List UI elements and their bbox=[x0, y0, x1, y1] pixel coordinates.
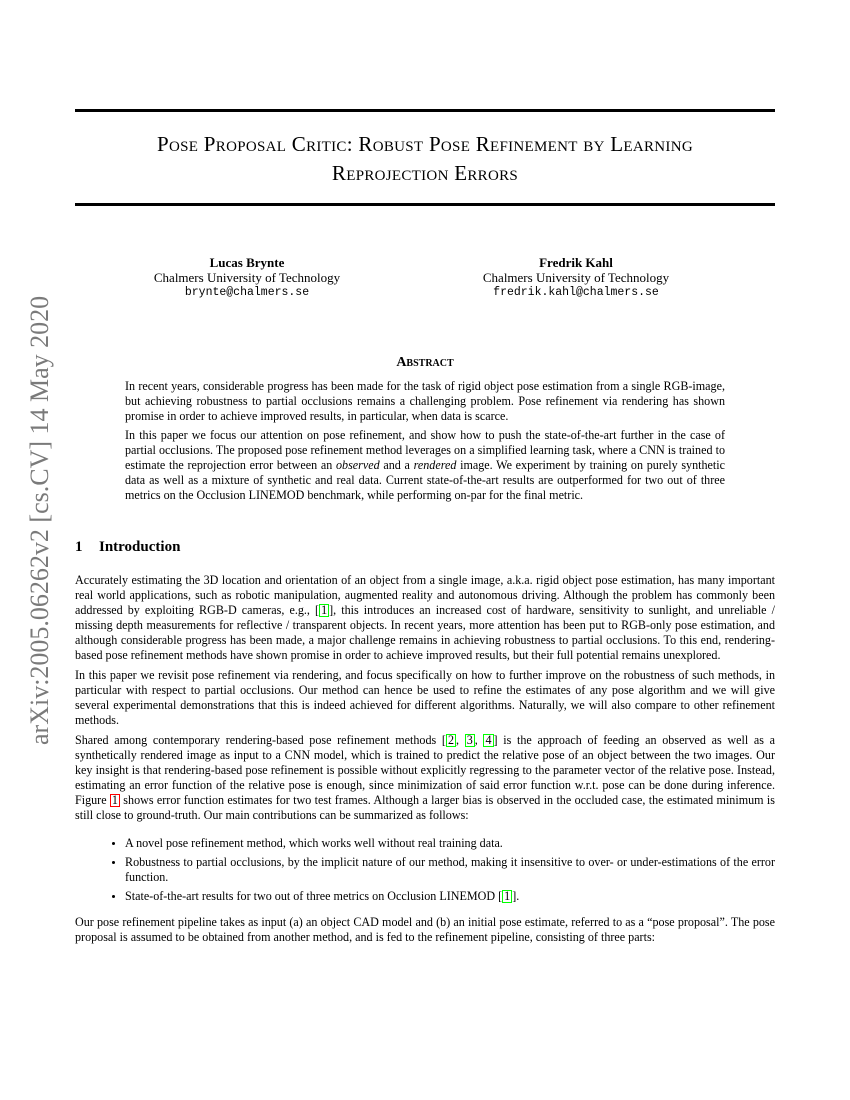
title-line-1: Pose Proposal Critic: Robust Pose Refinement by Learning bbox=[157, 132, 693, 156]
citation-link[interactable]: 1 bbox=[504, 889, 511, 903]
body-paragraph-1: Accurately estimating the 3D location and orientation of an object from a single image, a.k.a. rigid object pose estimation, has many important real world applications, such as robotic manipulation, augmented reality and autonomous driving. Although the problem has commonly been addressed by exploiting RGB-D cameras, e.g., [ 1 ], this introduces an increased cost of hardware, sensitivity to sunlight, and unreliable / missing depth measurements for reflective / transparent objects. In recent years, more attention has been put to RGB-only pose estimation, and although considerable progress has been made, a major challenge remains in achieving robustness to partial occlusions. To this end, rendering-based pose refinement methods have shown promise in order to achieve improved results, but their full potential remains unexplored. bbox=[75, 573, 775, 662]
abstract-paragraph-2: In this paper we focus our attention on pose refinement, and show how to push the state-of-the-art further in the case of partial occlusions. The proposed pose refinement method leverages on a simplified learning task, where a CNN is trained to estimate the reprojection error between an observed and a rendered image. We experiment by training on purely synthetic data as well as a mixture of synthetic and real data. Current state-of-the-art results are outperformed for two out of three metrics on the Occlusion LINEMOD benchmark, while performing on-par for the final metric. bbox=[125, 428, 725, 502]
emphasis-rendered: rendered bbox=[413, 458, 457, 472]
abstract-heading: Abstract bbox=[396, 355, 454, 370]
body-paragraph-4: Our pose refinement pipeline takes as input (a) an object CAD model and (b) an initial pose estimate, referred to as a “pose proposal”. The pose proposal is assumed to be obtained from another method, and is fed to the refinement pipeline, consisting of three parts: bbox=[75, 915, 775, 944]
citation-link[interactable]: 3 bbox=[466, 733, 473, 747]
author-affiliation: Chalmers University of Technology bbox=[482, 270, 670, 285]
list-item: • Robustness to partial occlusions, by the implicit nature of our method, making it insensitive to over- or under-estimations of the error function. bbox=[125, 855, 775, 885]
section-number: 1 bbox=[75, 539, 83, 555]
author-name: Fredrik Kahl bbox=[539, 255, 613, 270]
list-item: • A novel pose refinement method, which works well without real training data. bbox=[125, 836, 775, 851]
author-1 bbox=[147, 255, 347, 300]
arxiv-stamp: arXiv:2005.06262v2 [cs.CV] 14 May 2020 bbox=[25, 295, 54, 745]
contributions-list bbox=[75, 836, 775, 904]
citation-link[interactable]: 1 bbox=[321, 603, 328, 617]
section-title: Introduction bbox=[99, 539, 181, 555]
emphasis-observed: observed bbox=[335, 458, 380, 472]
author-email[interactable]: brynte@chalmers.se bbox=[184, 286, 310, 299]
abstract-paragraph-1: In recent years, considerable progress has been made for the task of rigid object pose estimation from a single RGB-image, but achieving robustness to partial occlusions remains a challenging problem. Pose refinement via rendering has shown promise in order to achieve improved results, in particular, when data is scarce. bbox=[125, 379, 725, 423]
list-item: • State-of-the-art results for two out of three metrics on Occlusion LINEMOD [ 1 ]. bbox=[125, 889, 775, 904]
author-name: Lucas Brynte bbox=[209, 255, 285, 270]
body-paragraph-2: In this paper we revisit pose refinement via rendering, and focus specifically on how to further improve on the robustness of such methods, in particular with respect to partial occlusions. Our method can hence be used to refine the estimates of any pose algorithm and we will give several experimental demonstrations that this is indeed achieved for different algorithms. Naturally, we will also compare to other refinement methods. bbox=[75, 668, 775, 727]
figure-link[interactable]: 1 bbox=[111, 793, 118, 807]
author-affiliation: Chalmers University of Technology bbox=[153, 270, 341, 285]
citation-link[interactable]: 4 bbox=[485, 733, 492, 747]
top-rule bbox=[75, 109, 775, 112]
section-body bbox=[75, 573, 775, 950]
title-line-2: Reprojection Errors bbox=[331, 161, 519, 185]
author-email[interactable]: fredrik.kahl@chalmers.se bbox=[493, 286, 659, 299]
abstract-body bbox=[125, 379, 725, 507]
author-2 bbox=[451, 255, 701, 300]
citation-link[interactable]: 2 bbox=[447, 733, 454, 747]
section-heading bbox=[75, 539, 180, 556]
paper-title bbox=[75, 130, 775, 188]
body-paragraph-3: Shared among contemporary rendering-based pose refinement methods [ 2 , 3 , 4 ] is the approach of feeding an observed as well as a synthetically rendered image as input to a CNN model, which is trained to predict the relative pose of an object between the two images. Our key insight is that rendering-based pose refinement is possible without explicitly regressing to the parameter vector of the relative pose. Instead, estimating an error function of the relative pose is enough, since minimization of said error function w.r.t. pose can be done during inference. Figure 1 shows error function estimates for two test frames. Although a larger bias is observed in the occluded case, the estimated minimum is still close to ground-truth. Our main contributions can be summarized as follows: bbox=[75, 733, 776, 822]
bottom-rule bbox=[75, 203, 775, 206]
